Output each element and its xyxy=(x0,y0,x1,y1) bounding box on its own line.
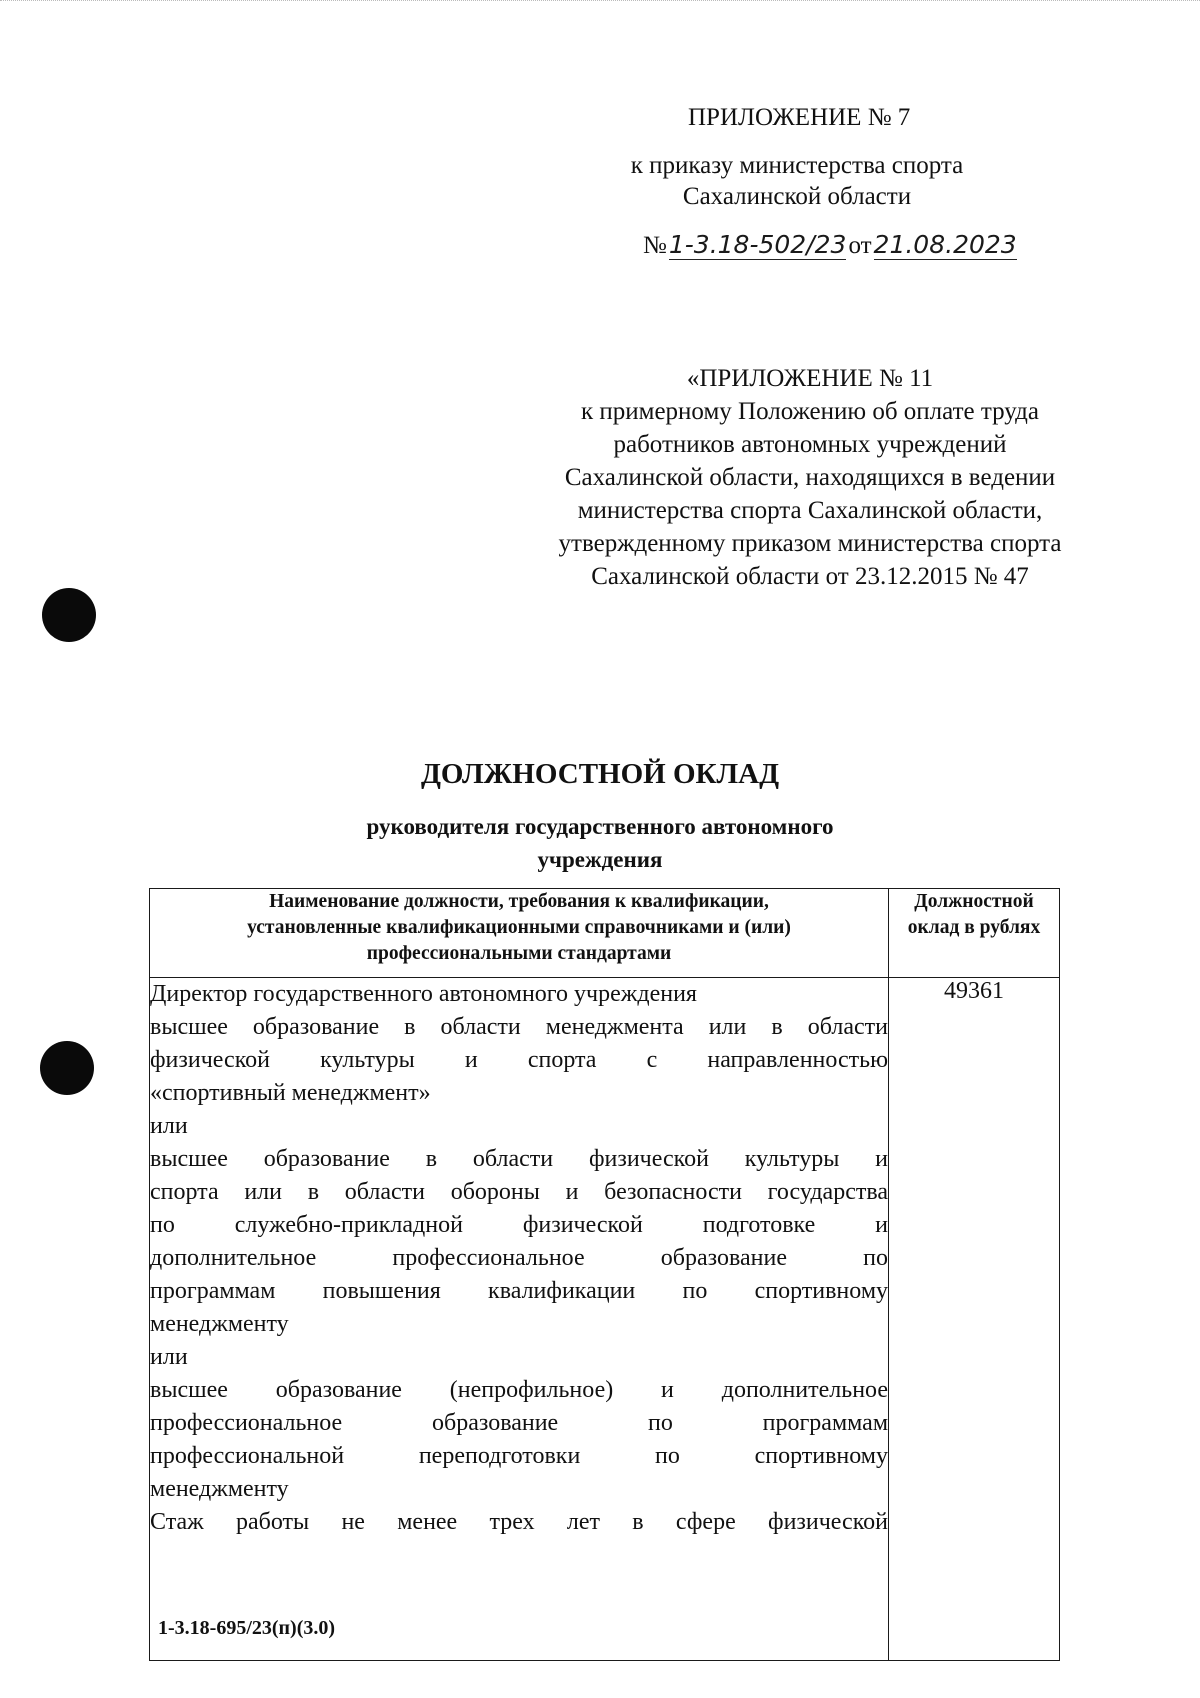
document-title: ДОЛЖНОСТНОЙ ОКЛАД xyxy=(420,758,780,790)
handwritten-order-number: 1-3.18-502/23 xyxy=(668,230,847,259)
scan-top-edge xyxy=(0,0,1200,7)
requirement-line: физической культуры и спорта с направленностью xyxy=(150,1047,888,1073)
appendix-11-line: министерства спорта Сахалинской области, xyxy=(577,497,1043,524)
requirement-line: или xyxy=(150,1113,188,1139)
header-salary: Должностной оклад в рублях xyxy=(889,889,1060,978)
appendix-11-block xyxy=(520,362,1100,593)
appendix-11-line: «ПРИЛОЖЕНИЕ № 11 xyxy=(686,365,934,392)
table-row xyxy=(150,978,1060,1661)
requirement-line: профессиональной переподготовки по спортивному xyxy=(150,1443,888,1469)
header-position-requirements: Наименование должности, требования к квалификации, установленные квалификационными справочниками и (или) профессиональными стандартами xyxy=(150,889,889,978)
appendix-11-line: Сахалинской области, находящихся в ведении xyxy=(564,464,1056,491)
requirement-line: «спортивный менеджмент» xyxy=(150,1080,431,1106)
appendix-11-line: работников автономных учреждений xyxy=(613,431,1007,458)
requirement-line: менеджменту xyxy=(150,1311,289,1337)
punch-hole-mark xyxy=(42,588,96,642)
requirement-line: программам повышения квалификации по спортивному xyxy=(150,1278,888,1304)
requirement-line: высшее образование (непрофильное) и дополнительное xyxy=(150,1377,888,1403)
salary-value: 49361 xyxy=(889,978,1060,1661)
appendix-11-line: утвержденному приказом министерства спорта xyxy=(558,530,1062,557)
appendix-11-line: к примерному Положению об оплате труда xyxy=(580,398,1040,425)
requirement-line: Директор государственного автономного учреждения xyxy=(150,981,697,1007)
document-subtitle xyxy=(300,810,900,876)
appendix-7-heading: ПРИЛОЖЕНИЕ № 7 xyxy=(688,104,911,131)
requirement-line: по служебно-прикладной физической подготовке и xyxy=(150,1212,888,1238)
date-prefix: от xyxy=(848,232,872,259)
requirement-line: менеджменту xyxy=(150,1476,289,1502)
requirement-line: высшее образование в области менеджмента или в области xyxy=(150,1014,888,1040)
table-header-row xyxy=(150,889,1060,978)
requirement-line: дополнительное профессиональное образование по xyxy=(150,1245,888,1271)
document-code: 1-3.18-695/23(п)(3.0) xyxy=(158,1617,336,1639)
requirement-line: профессиональное образование по программам xyxy=(150,1410,888,1436)
order-line-2: Сахалинской области xyxy=(682,183,912,210)
number-prefix: № xyxy=(643,232,667,259)
appendix-11-line: Сахалинской области от 23.12.2015 № 47 xyxy=(591,563,1029,590)
requirement-line: Стаж работы не менее трех лет в сфере физической xyxy=(150,1509,888,1535)
order-reference xyxy=(612,150,982,212)
requirement-line: или xyxy=(150,1344,188,1370)
order-number-date-row xyxy=(643,230,1017,270)
salary-table xyxy=(149,888,1060,1661)
requirement-line: высшее образование в области физической культуры и xyxy=(150,1146,888,1172)
subtitle-line-2: учреждения xyxy=(537,847,663,872)
order-line-1: к приказу министерства спорта xyxy=(630,152,964,179)
requirement-line: спорта или в области обороны и безопасности государства xyxy=(150,1179,888,1205)
subtitle-line-1: руководителя государственного автономного xyxy=(366,814,834,839)
position-requirements-cell xyxy=(150,978,889,1661)
handwritten-order-date: 21.08.2023 xyxy=(873,230,1017,259)
punch-hole-mark xyxy=(40,1041,94,1095)
